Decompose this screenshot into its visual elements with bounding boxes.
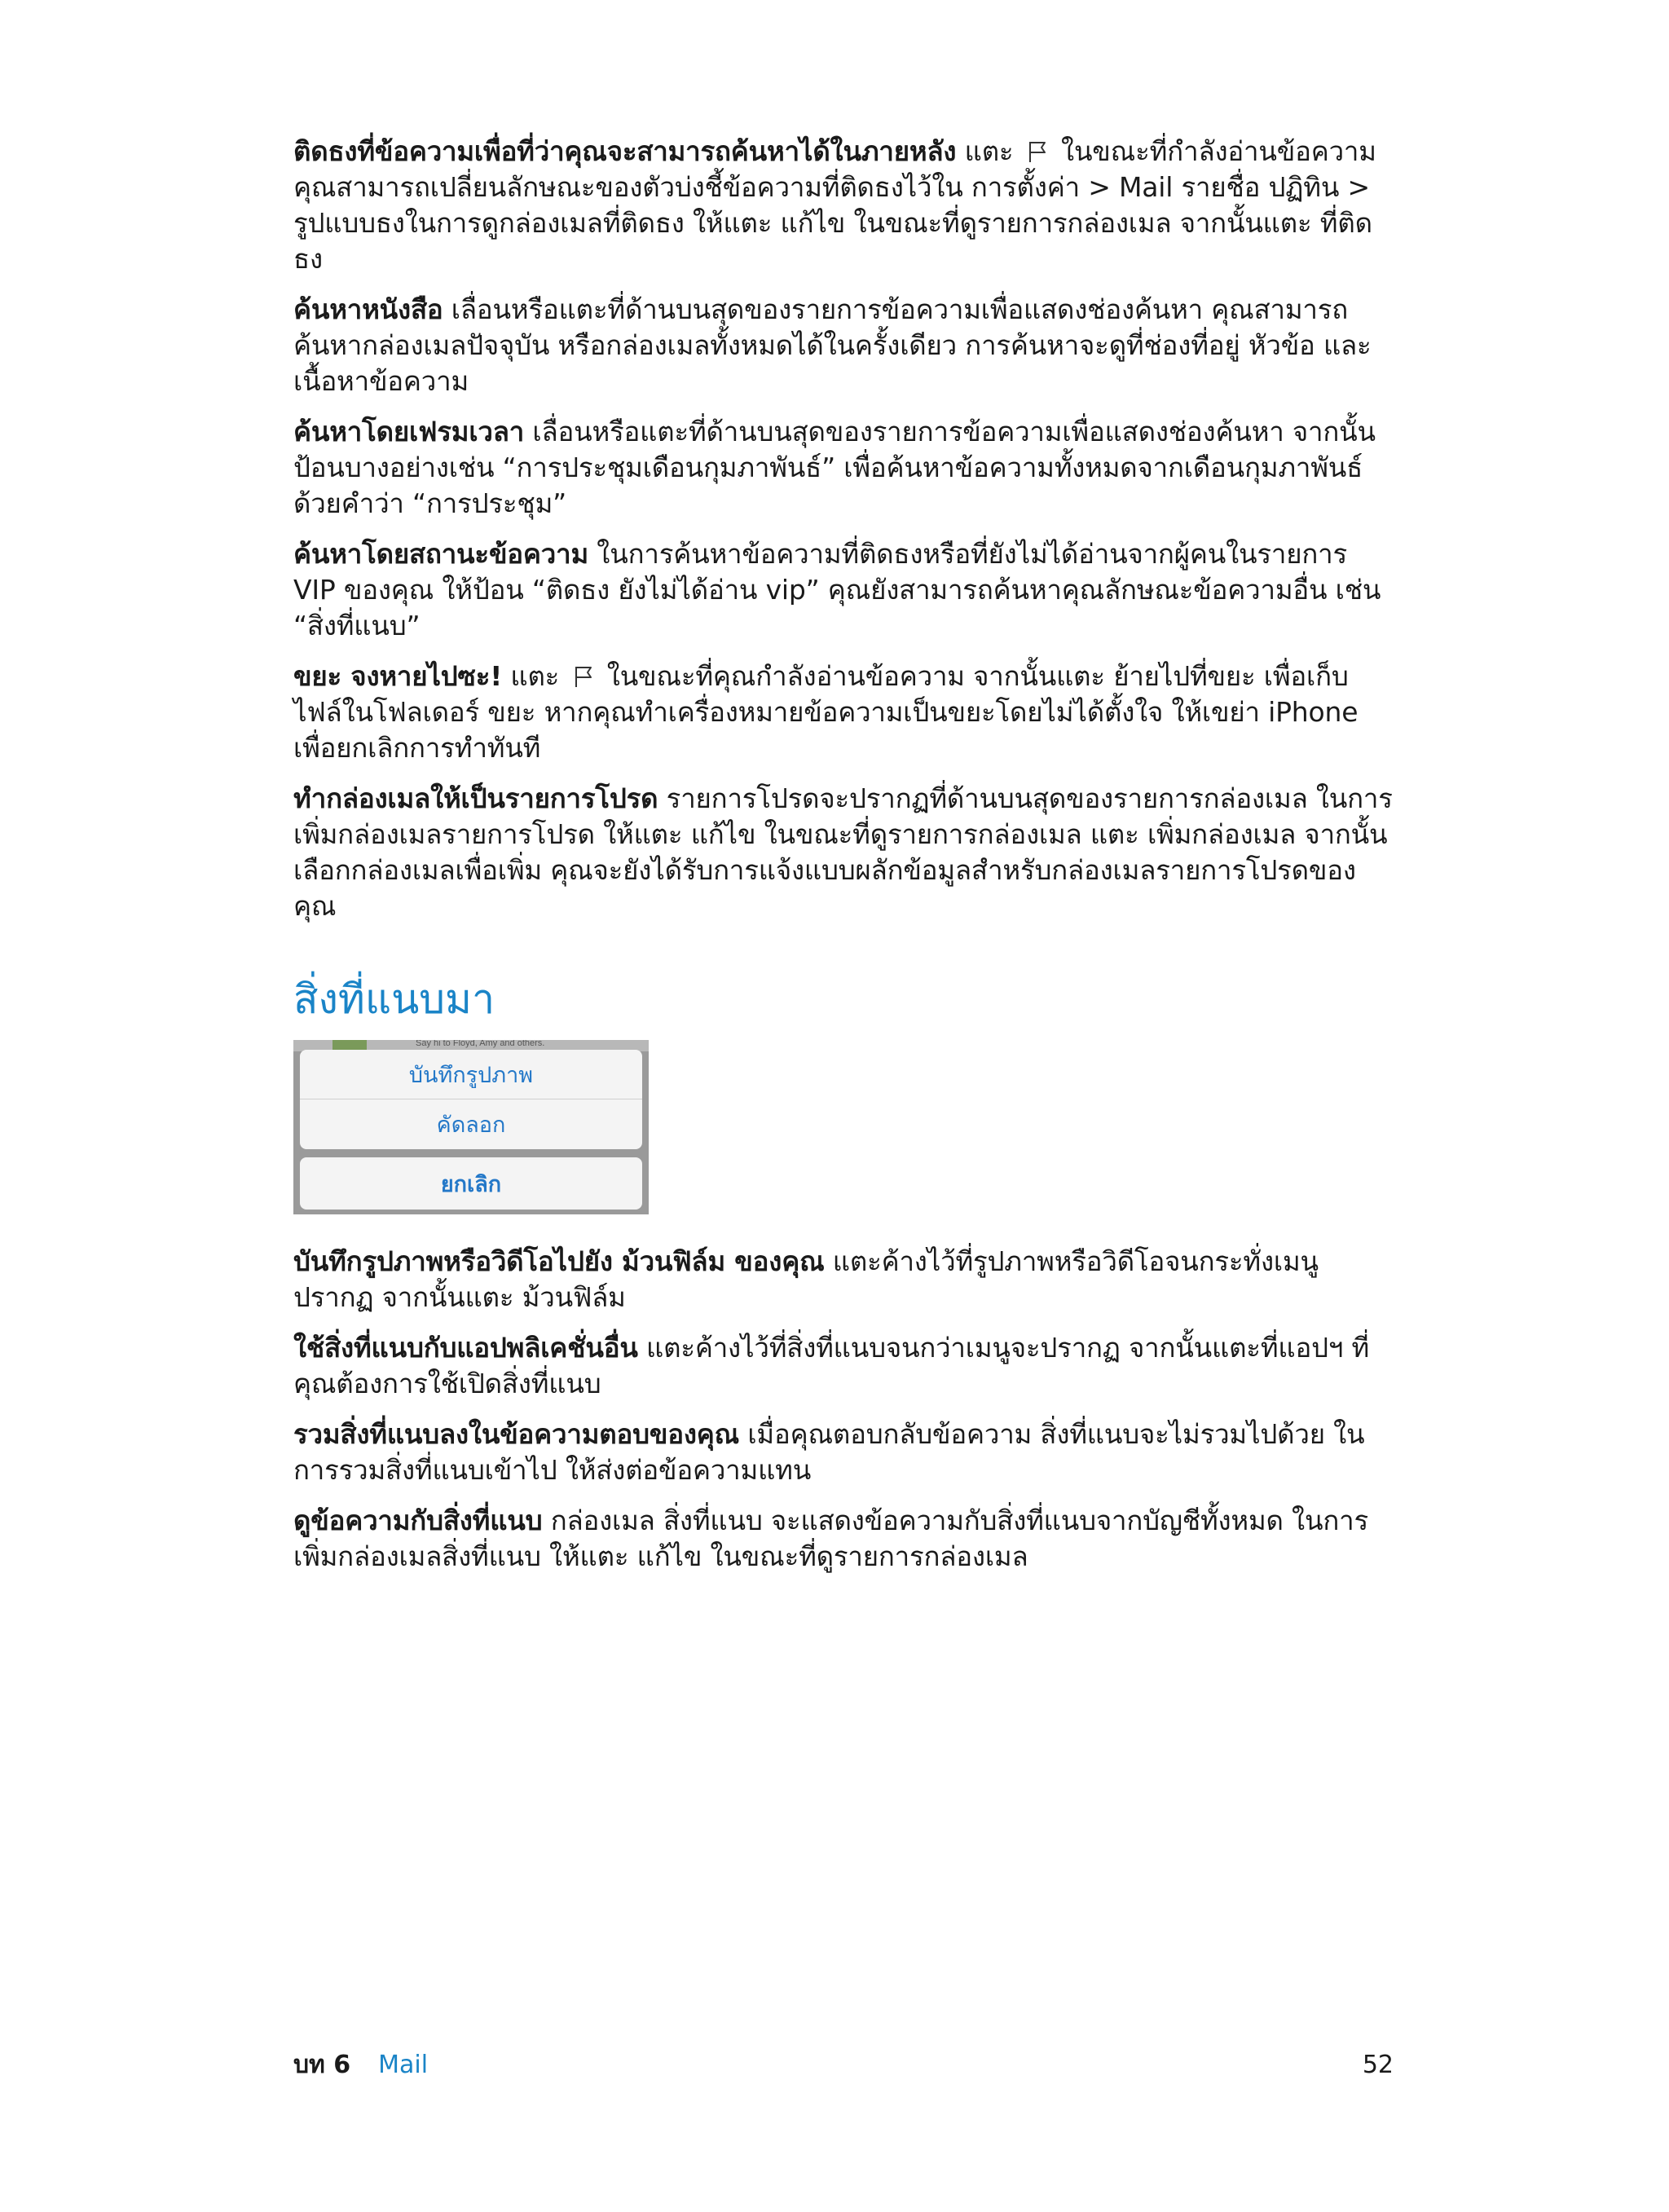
paragraph-text: เลื่อนหรือแตะที่ด้านบนสุดของรายการข้อความเพื่อแสดงช่องค้นหา คุณสามารถค้นหากล่องเมลปัจจุบัน หรือกล่องเมลทั้งหมดได้ในครั้งเดียว การค้นหาจะดูที่ช่องที่อยู่ หัวข้อ และเนื้อหาข้อความ xyxy=(293,293,1372,397)
paragraph-text: เมื่อคุณตอบกลับข้อความ สิ่งที่แนบจะไม่รวมไปด้วย ในการรวมสิ่งที่แนบเข้าไป ให้ส่งต่อข้อความแทน xyxy=(293,1418,1365,1486)
paragraph-text: แตะค้างไว้ที่รูปภาพหรือวิดีโอจนกระทั่งเมนูปรากฏ จากนั้นแตะ ม้วนฟิล์ม xyxy=(293,1245,1319,1313)
paragraph-heading: ใช้สิ่งที่แนบกับแอปพลิเคชั่นอื่น xyxy=(293,1332,638,1364)
paragraph-heading: ดูข้อความกับสิ่งที่แนบ xyxy=(293,1505,543,1536)
footer-chapter-title: Mail xyxy=(378,2051,429,2079)
paragraph-heading: ค้นหาหนังสือ xyxy=(293,293,443,325)
page-footer xyxy=(293,2047,1394,2083)
flag-icon xyxy=(1025,139,1050,164)
flag-icon xyxy=(571,664,596,689)
paragraph-heading: ทำกล่องเมลให้เป็นรายการโปรด xyxy=(293,782,658,814)
footer-chapter: บท 6 xyxy=(293,2051,351,2079)
paragraph-text: ในขณะที่คุณกำลังอ่านข้อความ จากนั้นแตะ ย้ายไปที่ขยะ เพื่อเก็บไฟล์ในโฟลเดอร์ ขยะ หากคุณทำเครื่องหมายข้อความเป็นขยะโดยไม่ได้ตั้งใจ ให้เขย่า iPhone เพื่อยกเลิกการทำทันที xyxy=(293,660,1359,764)
page-number: 52 xyxy=(1362,2051,1394,2079)
paragraph-text: แตะค้างไว้ที่สิ่งที่แนบจนกว่าเมนูจะปรากฏ จากนั้นแตะที่แอปฯ ที่คุณต้องการใช้เปิดสิ่งที่แนบ xyxy=(293,1332,1369,1399)
paragraph-flag-message xyxy=(293,134,1394,277)
paragraph-junk xyxy=(293,659,1394,766)
paragraph-save-to-camera-roll xyxy=(293,1244,1394,1315)
paragraph-heading: ขยะ จงหายไปซะ! xyxy=(293,660,503,692)
section-title: สิ่งที่แนบมา xyxy=(293,976,495,1023)
paragraph-heading: ติดธงที่ข้อความเพื่อที่ว่าคุณจะสามารถค้นหาได้ในภายหลัง xyxy=(293,135,957,167)
copy-button[interactable]: คัดลอก xyxy=(436,1112,506,1138)
paragraph-heading: ค้นหาโดยสถานะข้อความ xyxy=(293,538,589,570)
action-sheet-group xyxy=(300,1050,642,1149)
paragraph-heading: รวมสิ่งที่แนบลงในข้อความตอบของคุณ xyxy=(293,1418,740,1450)
paragraph-open-in-app xyxy=(293,1330,1394,1402)
paragraph-text: ในขณะที่กำลังอ่านข้อความ คุณสามารถเปลี่ยนลักษณะของตัวบ่งชี้ข้อความที่ติดธงไว้ใน การตั้งค่า > Mail รายชื่อ ปฏิทิน > รูปแบบธงในการดูกล่องเมลที่ติดธง ให้แตะ แก้ไข ในขณะที่ดูรายการกล่องเมล จากนั้นแตะ ที่ติดธง xyxy=(293,135,1376,275)
save-image-button[interactable]: บันทึกรูปภาพ xyxy=(300,1050,642,1099)
paragraph-text: ในการค้นหาข้อความที่ติดธงหรือที่ยังไม่ได้อ่านจากผู้คนในรายการ VIP ของคุณ ให้ป้อน “ติดธง ยังไม่ได้อ่าน vip” คุณยังสามารถค้นหาคุณลักษณะข้อความอื่น เช่น “สิ่งที่แนบ” xyxy=(293,538,1381,641)
cancel-button[interactable]: ยกเลิก xyxy=(300,1157,642,1210)
paragraph-search-timeframe xyxy=(293,414,1394,522)
paragraph-text: แตะ xyxy=(502,660,568,692)
paragraph-search-books xyxy=(293,292,1394,399)
paragraph-search-status xyxy=(293,536,1394,644)
paragraph-heading: บันทึกรูปภาพหรือวิดีโอไปยัง ม้วนฟิล์ม ของคุณ xyxy=(293,1245,825,1277)
background-text: Say hi to Floyd, Amy and others. xyxy=(416,1040,545,1048)
paragraph-include-attachments xyxy=(293,1417,1394,1488)
paragraph-view-attachments xyxy=(293,1503,1394,1575)
paragraph-text: แตะ xyxy=(956,135,1022,167)
paragraph-text: เลื่อนหรือแตะที่ด้านบนสุดของรายการข้อความเพื่อแสดงช่องค้นหา จากนั้นป้อนบางอย่างเช่น “การประชุมเดือนกุมภาพันธ์” เพื่อค้นหาข้อความทั้งหมดจากเดือนกุมภาพันธ์ด้วยคำว่า “การประชุม” xyxy=(293,416,1376,519)
paragraph-text: กล่องเมล สิ่งที่แนบ จะแสดงข้อความกับสิ่งที่แนบจากบัญชีทั้งหมด ในการเพิ่มกล่องเมลสิ่งที่แนบ ให้แตะ แก้ไข ในขณะที่ดูรายการกล่องเมล xyxy=(293,1505,1368,1572)
paragraph-heading: ค้นหาโดยเฟรมเวลา xyxy=(293,416,525,447)
page-content xyxy=(293,134,1394,1589)
paragraph-favorite-mailbox xyxy=(293,781,1394,924)
paragraph-text: รายการโปรดจะปรากฏที่ด้านบนสุดของรายการกล่องเมล ในการเพิ่มกล่องเมลรายการโปรด ให้แตะ แก้ไข ในขณะที่ดูรายการกล่องเมล แตะ เพิ่มกล่องเมล จากนั้นเลือกกล่องเมลเพื่อเพิ่ม คุณจะยังได้รับการแจ้งแบบผลักข้อมูลสำหรับกล่องเมลรายการโปรดของคุณ xyxy=(293,782,1393,922)
action-sheet-screenshot xyxy=(293,1040,649,1214)
